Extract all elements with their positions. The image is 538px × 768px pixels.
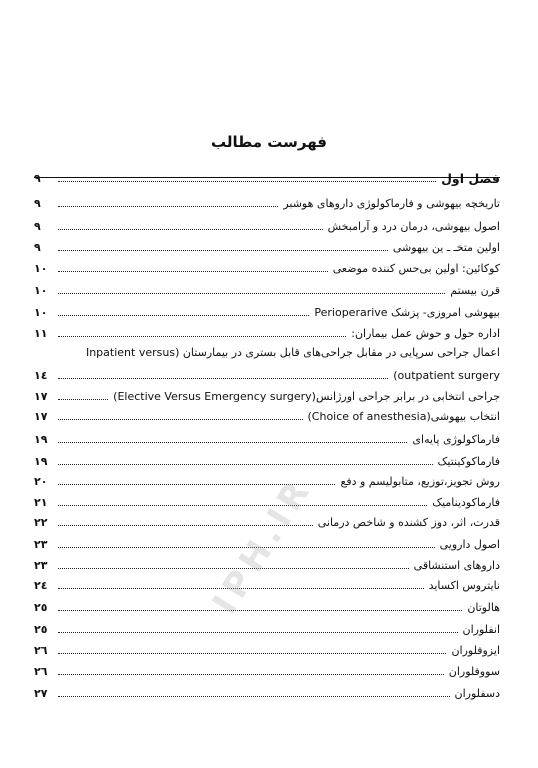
dot-leader [58, 293, 445, 294]
toc-entry-title: داروهای استنشاقی [413, 559, 500, 572]
toc-entry-title: فارماکولوژی پایه‌ای [412, 433, 500, 446]
toc-entry-page: ۲۲ [34, 516, 48, 529]
toc-entry-title: اعمال جراحی سرپایی در مقابل جراحی‌های قابل بستری در بیمارستان (Inpatient versus [85, 346, 500, 359]
dot-leader [58, 632, 458, 633]
dot-leader [58, 674, 444, 675]
toc-entry [34, 687, 500, 700]
dot-leader [58, 399, 108, 400]
toc-entry-page: ۱۰ [34, 306, 48, 319]
toc-entry-title: روش تجویز،توزیع، متابولیسم و دفع [340, 475, 500, 488]
toc-entry-title: نایتروس اکساید [428, 579, 500, 592]
toc-entry [34, 346, 500, 359]
toc-entry [34, 455, 500, 468]
toc-entry [34, 623, 500, 636]
toc-entry-title: هالوتان [467, 601, 500, 614]
dot-leader [58, 250, 388, 251]
toc-entry-page: ۲٥ [34, 601, 48, 614]
page-title: فهرست مطالب [211, 133, 327, 151]
dot-leader [58, 653, 446, 654]
toc-entry [34, 601, 500, 614]
toc-entry [34, 306, 500, 319]
dot-leader [58, 696, 450, 697]
toc-entry-page: ۲٥ [34, 623, 48, 636]
toc-entry-title: قرن بیستم [450, 284, 500, 297]
toc-entry-page: ۹ [34, 220, 41, 233]
watermark: IPH.IR [205, 469, 321, 622]
toc-entry-title: ایزوفلوران [451, 644, 500, 657]
toc-entry-page: ۱۰ [34, 284, 48, 297]
toc-entry-title: اصول بیهوشی، درمان درد و آرامبخش [327, 220, 500, 233]
dot-leader [58, 464, 433, 465]
toc-entry-title: اولین متخـ ـ ین بیهوشی [392, 241, 500, 254]
toc-entry [34, 433, 500, 446]
toc-entry [34, 241, 500, 254]
dot-leader [58, 206, 278, 207]
toc-entry-title: جراحی انتخابی در برابر جراحی اورژانس(Elective Versus Emergency surgery) [113, 390, 500, 403]
toc-entry-title: قدرت، اثر، دوز کشنده و شاخص درمانی [317, 516, 500, 529]
toc-entry [34, 327, 500, 340]
dot-leader [58, 229, 323, 230]
dot-leader [58, 181, 436, 182]
toc-entry-page: ۹ [34, 197, 41, 210]
toc-entry-page: ۲٦ [34, 644, 48, 657]
toc-entry [34, 172, 500, 185]
toc-entry-page: ۹ [34, 241, 41, 254]
toc-entry [34, 410, 500, 423]
toc-entry-page: ۲۳ [34, 538, 48, 551]
toc-entry [34, 579, 500, 592]
toc-entry-title: اداره حول و حوش عمل بیماران: [351, 327, 500, 340]
toc-entry [34, 284, 500, 297]
toc-entry [34, 369, 500, 382]
toc-entry-page: ۱۱ [34, 327, 48, 340]
toc-entry-page: ۱٤ [34, 369, 48, 382]
toc-entry-title: انفلوران [462, 623, 500, 636]
toc-entry [34, 220, 500, 233]
toc-entry-page: ۲٦ [34, 665, 48, 678]
toc-entry [34, 262, 500, 275]
toc-entry-page: ۲۱ [34, 496, 48, 509]
toc-entry-title: بیهوشی امروزی- پزشک Perioperarive [314, 306, 500, 319]
toc-entry-title: اصول دارویی [439, 538, 500, 551]
dot-leader [58, 505, 427, 506]
toc-entry-title: فارماکودینامیک [432, 496, 500, 509]
toc-entry-page: ۲۰ [34, 475, 48, 488]
toc-entry [34, 390, 500, 403]
toc-entry [34, 644, 500, 657]
dot-leader [58, 315, 309, 316]
toc-entry-title: فارماکوکینتیک [437, 455, 500, 468]
dot-leader [58, 336, 346, 337]
toc-entry-page: ۱۹ [34, 433, 48, 446]
toc-entry-page: ۲۳ [34, 559, 48, 572]
toc-entry-page: ۹ [34, 172, 41, 185]
toc-entry [34, 197, 500, 210]
toc-entry [34, 665, 500, 678]
toc-entry-title: فصل اول [441, 171, 500, 186]
dot-leader [58, 378, 388, 379]
toc-entry-title: outpatient surgery) [393, 369, 500, 382]
toc-entry-page: ۱۷ [34, 410, 48, 423]
dot-leader [58, 419, 303, 420]
toc-entry-title: دسفلوران [454, 687, 500, 700]
toc-entry-title: تاریخچه بیهوشی و فارماکولوژی داروهای هوشبر [283, 197, 500, 210]
toc-entry [34, 475, 500, 488]
toc-entry-page: ۱۷ [34, 390, 48, 403]
toc-entry-page: ۲٤ [34, 579, 48, 592]
toc-entry-page: ۱۰ [34, 262, 48, 275]
toc-entry-page: ۲۷ [34, 687, 48, 700]
toc-entry-title: انتخاب بیهوشی(Choice of anesthesia) [307, 410, 500, 423]
dot-leader [58, 610, 462, 611]
dot-leader [58, 442, 407, 443]
toc-entry-title: سووفلوران [448, 665, 500, 678]
toc-entry-title: کوکائین: اولین بی‌حس کننده موضعی [332, 262, 500, 275]
toc-entry-page: ۱۹ [34, 455, 48, 468]
dot-leader [58, 271, 328, 272]
